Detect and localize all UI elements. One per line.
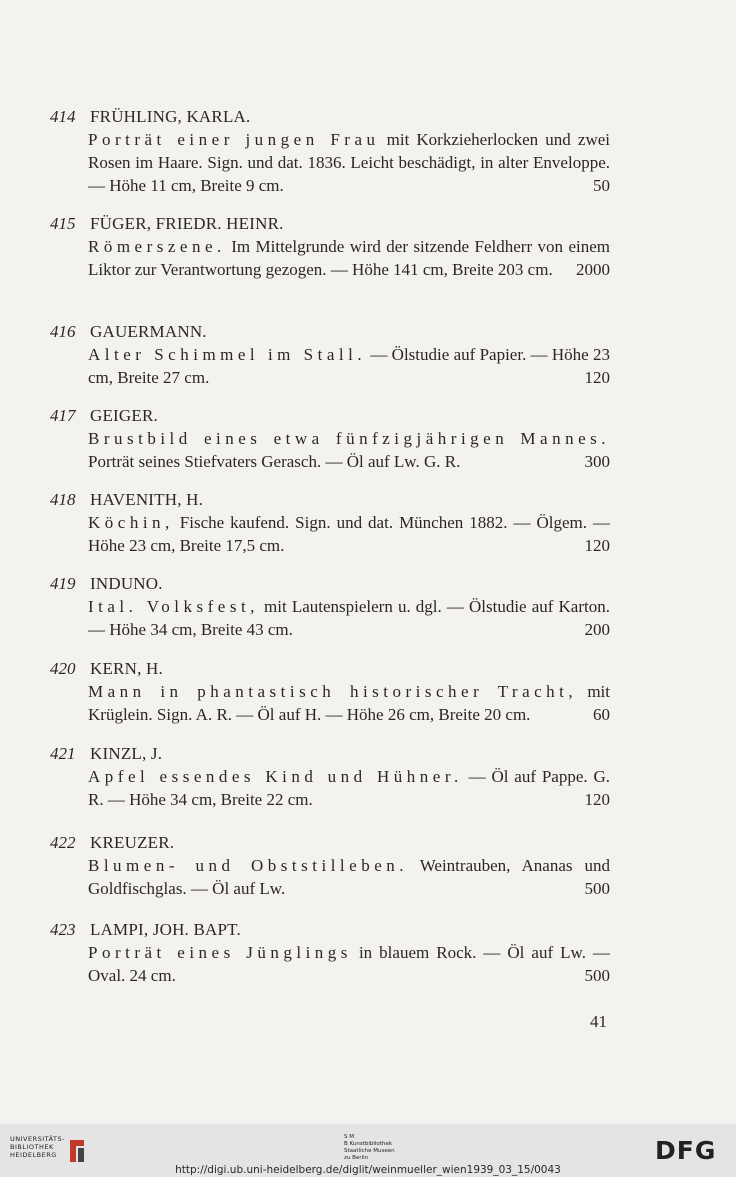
lot-price: 500 <box>584 966 610 985</box>
lot-price: 120 <box>584 368 610 387</box>
lot-number: 421 <box>50 744 76 763</box>
lot-description <box>88 235 610 281</box>
artist-name: KINZL, J. <box>90 744 163 763</box>
logo-text-line: zu Berlin <box>344 1155 369 1161</box>
artwork-details: Fische kaufend. Sign. und dat. München 1882. — Ölgem. — Höhe 23 cm, Breite 17,5 cm. <box>88 513 610 555</box>
lot-description <box>88 343 610 389</box>
artist-name: GAUERMANN. <box>90 322 207 341</box>
artwork-title: Brustbild eines etwa fünfzigjährigen Mannes. <box>88 429 610 448</box>
lot-number: 418 <box>50 490 76 509</box>
lot-description <box>88 511 610 557</box>
library-emblem-icon <box>66 1136 88 1166</box>
lot-number: 419 <box>50 574 76 593</box>
lot-description <box>88 128 610 197</box>
artwork-details: mit Lautenspielern u. dgl. — Ölstudie auf Karton. — Höhe 34 cm, Breite 43 cm. <box>88 597 610 639</box>
lot-price: 50 <box>593 176 610 195</box>
logo-text-line: B Kunstbibliothek <box>344 1141 392 1147</box>
artwork-details: — Ölstudie auf Papier. — Höhe 23 cm, Breite 27 cm. <box>88 345 610 387</box>
artist-name: FRÜHLING, KARLA. <box>90 107 251 126</box>
smb-logo[interactable] <box>344 1134 395 1162</box>
lot-number: 415 <box>50 214 76 233</box>
lot-number: 416 <box>50 322 76 341</box>
artist-name: INDUNO. <box>90 574 163 593</box>
lot-description <box>88 941 610 987</box>
lot-description <box>88 427 610 473</box>
artwork-details: mit Korkzieherlocken und zwei Rosen im Haare. Sign. und dat. 1836. Leicht beschädigt, in alter Enveloppe. — Höhe 11 cm, Breite 9 cm. <box>88 130 610 195</box>
artist-name: HAVENITH, H. <box>90 490 204 509</box>
lot-number: 423 <box>50 920 76 939</box>
lot-description <box>88 595 610 641</box>
lot-description <box>88 680 610 726</box>
lot-number: 422 <box>50 833 76 852</box>
logo-text-line: BIBLIOTHEK <box>10 1143 54 1151</box>
artwork-details: Im Mittelgrunde wird der sitzende Feldherr von einem Liktor zur Verantwortung gezogen. — Höhe 141 cm, Breite 203 cm. <box>88 237 610 279</box>
artwork-title: Alter Schimmel im Stall. <box>88 345 367 364</box>
lot-description <box>88 854 610 900</box>
logo-text-line: UNIVERSITÄTS- <box>10 1135 65 1143</box>
artwork-title: Römerszene. <box>88 237 226 256</box>
dfg-logo[interactable]: DFG <box>655 1136 717 1165</box>
lot-price: 300 <box>584 452 610 471</box>
artwork-details: mit Krüglein. Sign. A. R. — Öl auf H. — Höhe 26 cm, Breite 20 cm. <box>88 682 610 724</box>
lot-number: 414 <box>50 107 76 126</box>
artist-name: FÜGER, FRIEDR. HEINR. <box>90 214 284 233</box>
lot-price: 60 <box>593 705 610 724</box>
artwork-title: Porträt einer jungen Frau <box>88 130 380 149</box>
logo-text-line: Staatliche Museen <box>344 1148 395 1154</box>
lot-description <box>88 765 610 811</box>
artwork-details: in blauem Rock. — Öl auf Lw. — Oval. 24 cm. <box>88 943 610 985</box>
artist-name: GEIGER. <box>90 406 158 425</box>
university-library-logo[interactable] <box>10 1135 65 1159</box>
artist-name: LAMPI, JOH. BAPT. <box>90 920 241 939</box>
lot-price: 500 <box>584 879 610 898</box>
artist-name: KERN, H. <box>90 659 163 678</box>
lot-price: 200 <box>584 620 610 639</box>
artwork-details: — Öl auf Pappe. G. R. — Höhe 34 cm, Breite 22 cm. <box>88 767 610 809</box>
artwork-title: Mann in phantastisch historischer Tracht, <box>88 682 578 701</box>
logo-text-line: S M <box>344 1134 354 1140</box>
artwork-title: Köchin, <box>88 513 174 532</box>
artwork-title: Porträt eines Jünglings <box>88 943 352 962</box>
artwork-details: Weintrauben, Ananas und Goldfischglas. — Öl auf Lw. <box>88 856 610 898</box>
artwork-title: Blumen- und Obststilleben. <box>88 856 409 875</box>
lot-number: 417 <box>50 406 76 425</box>
artwork-details: Porträt seines Stiefvaters Gerasch. — Öl auf Lw. G. R. <box>88 452 461 471</box>
artwork-title: Ital. Volksfest, <box>88 597 259 616</box>
page-number: 41 <box>590 1012 607 1031</box>
logo-text-line: HEIDELBERG <box>10 1151 57 1159</box>
artist-name: KREUZER. <box>90 833 175 852</box>
lot-price: 2000 <box>576 260 610 279</box>
lot-number: 420 <box>50 659 76 678</box>
source-url-link[interactable]: http://digi.ub.uni-heidelberg.de/diglit/weinmueller_wien1939_03_15/0043 <box>175 1164 561 1176</box>
lot-price: 120 <box>584 790 610 809</box>
artwork-title: Apfel essendes Kind und Hühner. <box>88 767 463 786</box>
lot-price: 120 <box>584 536 610 555</box>
